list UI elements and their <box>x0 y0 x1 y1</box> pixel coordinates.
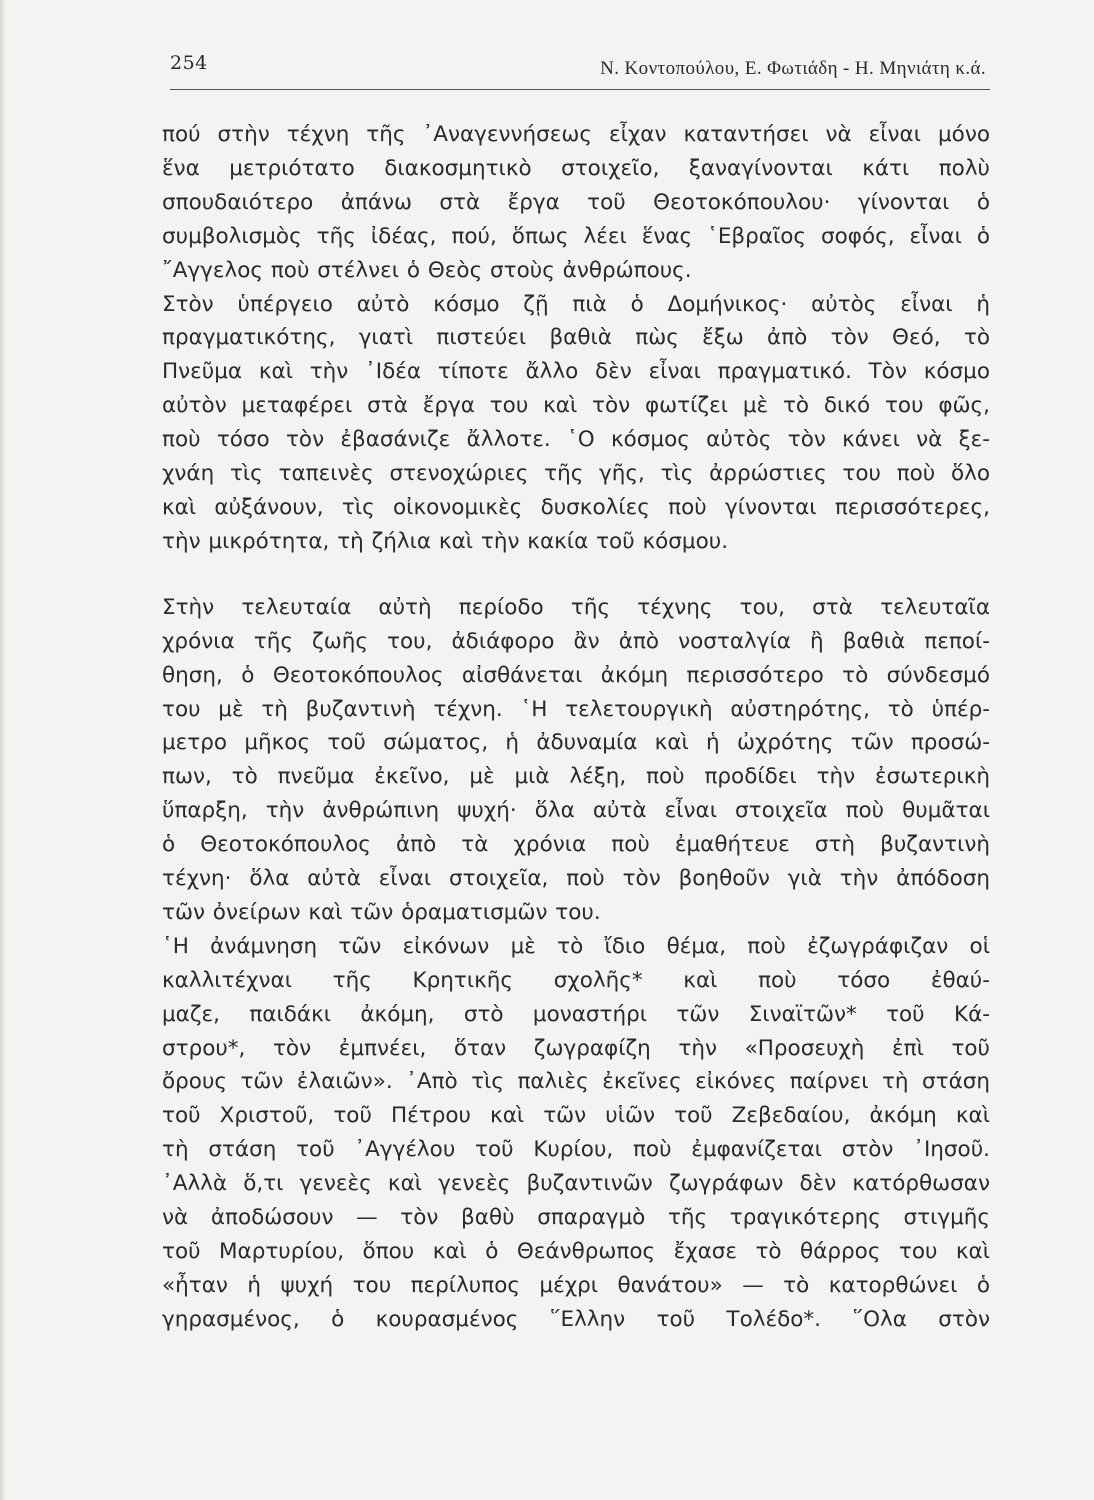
text-line: τὴν μικρότητα, τὴ ζήλια καὶ τὴν κακία τοῦ κόσμου. <box>162 528 729 554</box>
text-line: ὕπαρξη, τὴν ἀνθρώπινη ψυχή· ὅλα αὐτὰ εἶναι στοιχεῖα ποὺ θυμᾶται <box>162 798 990 824</box>
paragraph-2 <box>162 288 990 559</box>
text-line: τοῦ Χριστοῦ, τοῦ Πέτρου καὶ τῶν υἱῶν τοῦ Ζεβεδαίου, ἀκόμη καὶ <box>162 1103 990 1129</box>
text-line: τὴ στάση τοῦ ᾿Αγγέλου τοῦ Κυρίου, ποὺ ἐμφανίζεται στὸν ᾿Ιησοῦ. <box>162 1137 990 1163</box>
text-line: πού στὴν τέχνη τῆς ᾿Αναγεννήσεως εἶχαν καταντήσει νὰ εἶναι μόνο <box>162 122 990 147</box>
text-line: σπουδαιότερο ἀπάνω στὰ ἔργα τοῦ Θεοτοκόπουλου· γίνονται ὁ <box>162 189 990 215</box>
text-line: ῾Η ἀνάμνηση τῶν εἰκόνων μὲ τὸ ἴδιο θέμα, ποὺ ἐζωγράφιζαν οἱ <box>162 933 990 959</box>
text-line: πων, τὸ πνεῦμα ἐκεῖνο, μὲ μιὰ λέξη, ποὺ προδίδει τὴν ἐσωτερικὴ <box>162 764 990 790</box>
text-line: νὰ ἀποδώσουν — τὸν βαθὺ σπαραγμὸ τῆς τραγικότερης στιγμῆς <box>162 1205 990 1231</box>
text-line: αὐτὸν μεταφέρει στὰ ἔργα του καὶ τὸν φωτίζει μὲ τὸ δικό του φῶς, <box>162 393 990 419</box>
paragraph-gap <box>162 559 990 591</box>
text-line: του μὲ τὴ βυζαντινὴ τέχνη. ῾Η τελετουργικὴ αὐστηρότης, τὸ ὑπέρ- <box>162 696 990 722</box>
text-line: συμβολισμὸς τῆς ἰδέας, πού, ὅπως λέει ἕνας ῾Εβραῖος σοφός, εἶναι ὁ <box>162 223 990 249</box>
header-rule <box>170 89 990 90</box>
header-authors: Ν. Κοντοπούλου, Ε. Φωτιάδη - Η. Μηνιάτη κ.ά. <box>600 58 986 79</box>
text-line: ᾿Αλλὰ ὅ,τι γενεὲς καὶ γενεὲς βυζαντινῶν ζωγράφων δὲν κατόρθωσαν <box>162 1171 990 1197</box>
text-line: Στὸν ὑπέργειο αὐτὸ κόσμο ζῇ πιὰ ὁ Δομήνικος· αὐτὸς εἶναι ἡ <box>162 291 990 317</box>
text-line: πραγματικότης, γιατὶ πιστεύει βαθιὰ πὼς ἔξω ἀπὸ τὸν Θεό, τὸ <box>162 325 990 351</box>
text-line: Στὴν τελευταία αὐτὴ περίοδο τῆς τέχνης του, στὰ τελευταῖα <box>162 594 990 620</box>
text-line: Πνεῦμα καὶ τὴν ᾿Ιδέα τίποτε ἄλλο δὲν εἶναι πραγματικό. Τὸν κόσμο <box>162 359 990 385</box>
page-number: 254 <box>170 52 208 74</box>
text-line: ἕνα μετριότατο διακοσμητικὸ στοιχεῖο, ξαναγίνονται κάτι πολὺ <box>162 155 990 181</box>
text-line: «ἦταν ἡ ψυχή του περίλυπος μέχρι θανάτου» — τὸ κατορθώνει ὁ <box>162 1272 990 1298</box>
text-line: γηρασμένος, ὁ κουρασμένος ῞Ελλην τοῦ Τολέδο*. ῞Ολα στὸν <box>162 1306 990 1332</box>
text-line: ὄρους τῶν ἐλαιῶν». ᾿Απὸ τὶς παλιὲς ἐκεῖνες εἰκόνες παίρνει τὴ στάση <box>162 1069 990 1095</box>
text-line: ὁ Θεοτοκόπουλος ἀπὸ τὰ χρόνια ποὺ ἐμαθήτευε στὴ βυζαντινὴ <box>162 832 990 858</box>
text-line: τοῦ Μαρτυρίου, ὅπου καὶ ὁ Θεάνθρωπος ἔχασε τὸ θάρρος του καὶ <box>162 1239 990 1264</box>
text-line: χρόνια τῆς ζωῆς του, ἀδιάφορο ἂν ἀπὸ νοσταλγία ἢ βαθιὰ πεποί- <box>162 628 990 654</box>
text-line: καὶ αὐξάνουν, τὶς οἰκονομικὲς δυσκολίες ποὺ γίνονται περισσότερες, <box>162 494 990 520</box>
text-line: καλλιτέχναι τῆς Κρητικῆς σχολῆς* καὶ ποὺ τόσο ἐθαύ- <box>162 967 990 993</box>
body-text <box>162 118 990 1337</box>
text-line: ῎Αγγελος ποὺ στέλνει ὁ Θεὸς στοὺς ἀνθρώπους. <box>162 257 692 283</box>
running-head <box>170 44 990 94</box>
text-line: ποὺ τόσο τὸν ἐβασάνιζε ἄλλοτε. ῾Ο κόσμος αὐτὸς τὸν κάνει νὰ ξε- <box>162 427 990 453</box>
text-line: τέχνη· ὅλα αὐτὰ εἶναι στοιχεῖα, ποὺ τὸν βοηθοῦν γιὰ τὴν ἀπόδοση <box>162 866 990 892</box>
page-edge <box>0 0 6 1500</box>
paragraph-3 <box>162 591 990 930</box>
text-line: θηση, ὁ Θεοτοκόπουλος αἰσθάνεται ἀκόμη περισσότερο τὸ σύνδεσμό <box>162 662 990 688</box>
paragraph-4 <box>162 930 990 1337</box>
text-line: τῶν ὀνείρων καὶ τῶν ὁραματισμῶν του. <box>162 899 601 925</box>
paragraph-1 <box>162 118 990 288</box>
text-line: χνάη τὶς ταπεινὲς στενοχώριες τῆς γῆς, τὶς ἀρρώστιες του ποὺ ὅλο <box>162 461 990 487</box>
text-line: στρου*, τὸν ἐμπνέει, ὅταν ζωγραφίζη τὴν «Προσευχὴ ἐπὶ τοῦ <box>162 1035 990 1061</box>
text-line: μαζε, παιδάκι ἀκόμη, στὸ μοναστήρι τῶν Σιναϊτῶν* τοῦ Κά- <box>162 1001 990 1027</box>
text-line: μετρο μῆκος τοῦ σώματος, ἡ ἀδυναμία καὶ ἡ ὠχρότης τῶν προσώ- <box>162 730 990 756</box>
